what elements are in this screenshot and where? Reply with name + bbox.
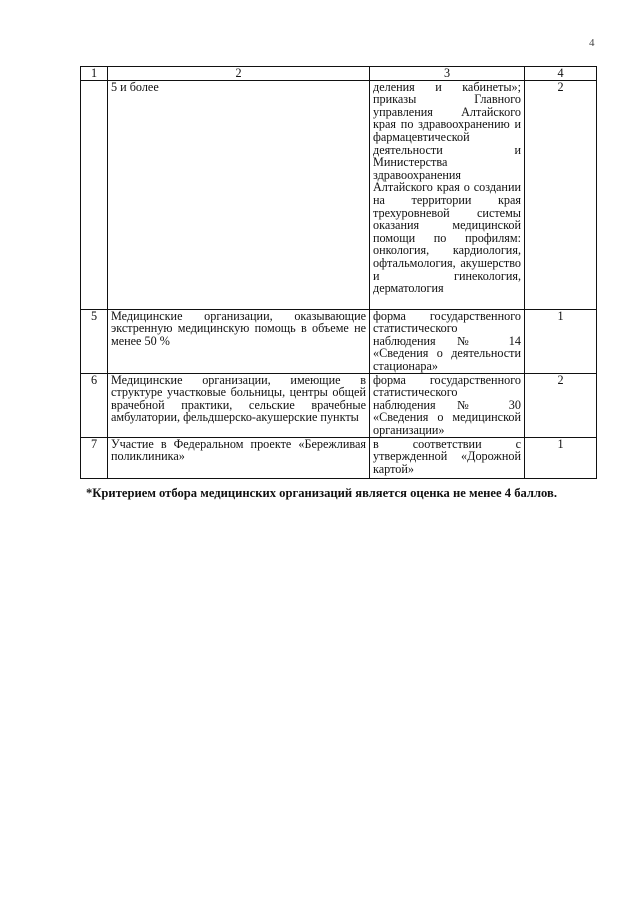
criterion-cell: 5 и более xyxy=(108,80,370,309)
source-cell: форма государственного статистического наблюдения № 14 «Сведения о деятельности стационара» xyxy=(370,309,525,373)
criterion-cell: Медицинские организации, имеющие в структуре участковые больницы, центры общей врачебной практики, сельские врачебные амбулатории, фельдшерско-акушерские пункты xyxy=(108,373,370,437)
table-row xyxy=(81,80,597,309)
footnote: *Критерием отбора медицинских организаций является оценка не менее 4 баллов. xyxy=(86,486,557,500)
table-header-row xyxy=(81,67,597,81)
source-cell: в соответствии с утвержденной «Дорожной картой» xyxy=(370,437,525,478)
column-header-score: 4 xyxy=(525,67,597,81)
table-row xyxy=(81,373,597,437)
source-cell: форма государственного статистического наблюдения № 30 «Сведения о медицинской организации» xyxy=(370,373,525,437)
column-header-criterion: 2 xyxy=(108,67,370,81)
row-number: 6 xyxy=(81,373,108,437)
column-header-source: 3 xyxy=(370,67,525,81)
table-row xyxy=(81,309,597,373)
criterion-cell: Участие в Федеральном проекте «Бережливая поликлиника» xyxy=(108,437,370,478)
column-header-number: 1 xyxy=(81,67,108,81)
row-number: 5 xyxy=(81,309,108,373)
row-number: 7 xyxy=(81,437,108,478)
table-row xyxy=(81,437,597,478)
score-cell: 1 xyxy=(525,309,597,373)
source-cell: деления и кабинеты»; приказы Главного управления Алтайского края по здравоохранению и фармацевтической деятельности и Министерства здравоохранения Алтайского края о создании на территории края трехуровневой системы оказания медицинской помощи по профилям: онкология, кардиология, офтальмология, акушерство и гинекология, дерматология xyxy=(370,80,525,309)
page-number: 4 xyxy=(589,37,595,49)
score-cell: 1 xyxy=(525,437,597,478)
criteria-table xyxy=(80,66,597,479)
score-cell: 2 xyxy=(525,80,597,309)
criterion-cell: Медицинские организации, оказывающие экстренную медицинскую помощь в объеме не менее 50 % xyxy=(108,309,370,373)
row-number xyxy=(81,80,108,309)
score-cell: 2 xyxy=(525,373,597,437)
